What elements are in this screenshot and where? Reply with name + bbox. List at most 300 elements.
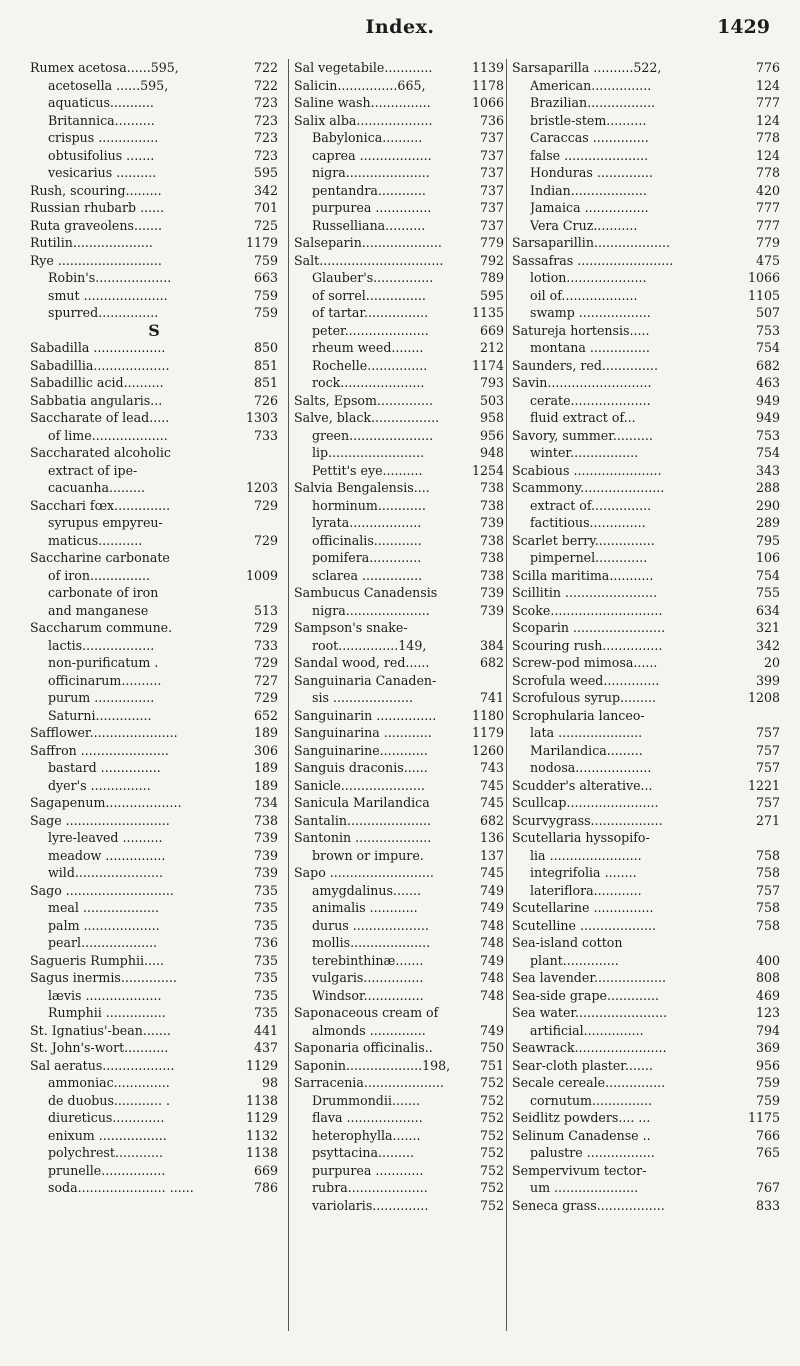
entry-page-ref: 735 bbox=[253, 917, 278, 933]
entry-page-ref bbox=[777, 1162, 780, 1180]
index-entry bbox=[294, 654, 504, 672]
entry-term: polychrest............ bbox=[48, 1145, 163, 1160]
entry-term: Sampson's snake- bbox=[294, 620, 408, 635]
entry-term: brown or impure. bbox=[312, 847, 424, 863]
entry-term: of sorrel............... bbox=[312, 287, 426, 303]
entry-term: peter..................... bbox=[312, 322, 429, 338]
entry-term: Saturni.............. bbox=[48, 707, 152, 723]
entry-term: horminum............ bbox=[312, 497, 426, 513]
entry-term: Seneca grass................. bbox=[512, 1197, 665, 1213]
entry-page-ref bbox=[275, 584, 278, 602]
index-entry bbox=[512, 742, 780, 760]
entry-term: Sea water....................... bbox=[512, 1005, 668, 1020]
index-entry bbox=[30, 969, 278, 987]
section-letter bbox=[30, 322, 278, 340]
entry-page-ref: 1138 bbox=[245, 1092, 278, 1108]
index-entry bbox=[30, 952, 278, 970]
index-entry bbox=[294, 724, 504, 742]
index-entry bbox=[294, 59, 504, 77]
entry-term: extract of ipe- bbox=[48, 462, 138, 478]
entry-term: Robin's................... bbox=[48, 270, 172, 285]
index-entry bbox=[512, 759, 780, 777]
index-entry bbox=[512, 1197, 780, 1215]
entry-term: St. John's-wort........... bbox=[30, 1040, 169, 1055]
entry-term: rock..................... bbox=[312, 375, 425, 390]
index-entry bbox=[294, 304, 504, 322]
index-entry bbox=[30, 479, 278, 497]
entry-page-ref: 1254 bbox=[471, 462, 504, 478]
entry-page-ref: 123 bbox=[755, 1005, 780, 1020]
index-entry bbox=[294, 864, 504, 882]
entry-page-ref bbox=[275, 462, 278, 480]
entry-term: Salt............................... bbox=[294, 252, 444, 268]
entry-term: spurred............... bbox=[48, 305, 159, 320]
index-entry bbox=[30, 794, 278, 812]
entry-term: Selinum Canadense .. bbox=[512, 1127, 651, 1143]
index-entry bbox=[294, 812, 504, 830]
entry-page-ref: 750 bbox=[479, 1040, 504, 1055]
index-entry bbox=[30, 1162, 278, 1180]
index-entry bbox=[512, 987, 780, 1005]
entry-page-ref: 752 bbox=[479, 1075, 504, 1090]
entry-page-ref: 437 bbox=[253, 1040, 278, 1055]
entry-page-ref: 723 bbox=[253, 130, 278, 145]
entry-term: aquaticus........... bbox=[48, 95, 154, 110]
entry-page-ref: 743 bbox=[479, 760, 504, 775]
entry-page-ref: 758 bbox=[755, 865, 780, 880]
entry-term: Scrofula weed.............. bbox=[512, 672, 660, 688]
index-entry bbox=[512, 689, 780, 707]
index-entry bbox=[30, 199, 278, 217]
entry-page-ref: 1179 bbox=[245, 235, 278, 250]
index-entry bbox=[294, 759, 504, 777]
entry-term: Sabadillia................... bbox=[30, 357, 170, 373]
index-entry bbox=[30, 304, 278, 322]
entry-page-ref: 794 bbox=[755, 1022, 780, 1038]
index-entry bbox=[512, 357, 780, 375]
index-entry bbox=[512, 882, 780, 900]
entry-page-ref: 384 bbox=[479, 637, 504, 653]
entry-page-ref: 189 bbox=[253, 760, 278, 775]
entry-page-ref: 757 bbox=[755, 760, 780, 775]
entry-term: vulgaris............... bbox=[312, 970, 424, 985]
entry-page-ref: 851 bbox=[253, 375, 278, 390]
entry-page-ref: 749 bbox=[479, 1022, 504, 1038]
entry-page-ref: 751 bbox=[479, 1057, 504, 1073]
entry-page-ref: 306 bbox=[253, 742, 278, 758]
index-entry bbox=[294, 182, 504, 200]
entry-term: Sagus inermis.............. bbox=[30, 970, 177, 985]
entry-page-ref: 735 bbox=[253, 987, 278, 1003]
entry-term: Saccharine carbonate bbox=[30, 550, 170, 565]
index-entry bbox=[30, 392, 278, 410]
entry-page-ref: 767 bbox=[755, 1180, 780, 1195]
index-entry bbox=[512, 864, 780, 882]
entry-page-ref: 754 bbox=[755, 340, 780, 355]
entry-term: syrupus empyreu- bbox=[48, 515, 163, 530]
index-entry bbox=[512, 252, 780, 270]
entry-term: oil of................... bbox=[530, 287, 638, 303]
entry-term: Seidlitz powders.... ... bbox=[512, 1110, 651, 1125]
entry-page-ref: 399 bbox=[755, 672, 780, 688]
entry-term: caprea .................. bbox=[312, 147, 432, 163]
entry-page-ref bbox=[777, 829, 780, 847]
entry-page-ref: 777 bbox=[755, 95, 780, 110]
entry-page-ref: 757 bbox=[755, 742, 780, 758]
entry-term: Jamaica ................ bbox=[530, 200, 649, 215]
index-entry bbox=[294, 969, 504, 987]
index-entry bbox=[30, 987, 278, 1005]
index-entry bbox=[294, 164, 504, 182]
entry-page-ref: 271 bbox=[755, 812, 780, 828]
entry-term: Sanicula Marilandica bbox=[294, 795, 430, 810]
index-column-3 bbox=[506, 59, 780, 1331]
entry-page-ref: 513 bbox=[253, 602, 278, 618]
entry-term: pomifera............. bbox=[312, 550, 422, 565]
entry-page-ref: 757 bbox=[755, 725, 780, 740]
entry-term: lotion.................... bbox=[530, 270, 647, 285]
entry-term: prunelle................ bbox=[48, 1162, 166, 1178]
entry-term: lateriflora............ bbox=[530, 882, 642, 898]
entry-term: psyttacina......... bbox=[312, 1145, 414, 1160]
index-entry bbox=[512, 304, 780, 322]
entry-page-ref: 189 bbox=[253, 777, 278, 793]
entry-page-ref: 723 bbox=[253, 147, 278, 163]
entry-term: Sanguinarin ............... bbox=[294, 707, 437, 723]
entry-page-ref: 741 bbox=[479, 690, 504, 705]
entry-term: lyre-leaved .......... bbox=[48, 830, 163, 845]
index-entry bbox=[30, 654, 278, 672]
index-entry bbox=[294, 497, 504, 515]
entry-term: ammoniac.............. bbox=[48, 1075, 170, 1090]
entry-term: wild...................... bbox=[48, 865, 163, 880]
entry-page-ref: 793 bbox=[479, 375, 504, 390]
entry-term: Santonin ................... bbox=[294, 830, 432, 845]
index-entry bbox=[512, 164, 780, 182]
entry-term: terebinthinæ....... bbox=[312, 952, 424, 968]
entry-page-ref: 701 bbox=[253, 200, 278, 215]
index-entry bbox=[294, 427, 504, 445]
index-entry bbox=[512, 1144, 780, 1162]
index-entry bbox=[512, 199, 780, 217]
entry-page-ref: 1139 bbox=[471, 60, 504, 75]
entry-page-ref: 288 bbox=[755, 480, 780, 495]
index-entry bbox=[294, 1109, 504, 1127]
entry-page-ref: 634 bbox=[755, 602, 780, 618]
entry-page-ref: 1009 bbox=[245, 567, 278, 583]
entry-term: Indian................... bbox=[530, 182, 647, 198]
entry-page-ref: 189 bbox=[253, 725, 278, 740]
entry-term: meadow ............... bbox=[48, 847, 166, 863]
entry-page-ref: 949 bbox=[755, 410, 780, 425]
entry-term: nodosa................... bbox=[530, 760, 652, 775]
index-entry bbox=[30, 847, 278, 865]
index-entry bbox=[294, 77, 504, 95]
entry-term: Scillitin ....................... bbox=[512, 585, 658, 600]
entry-page-ref: 739 bbox=[253, 847, 278, 863]
index-entry bbox=[512, 637, 780, 655]
index-entry bbox=[512, 339, 780, 357]
entry-term: Rye .......................... bbox=[30, 252, 162, 268]
entry-page-ref: 342 bbox=[253, 182, 278, 198]
index-entry bbox=[294, 549, 504, 567]
index-entry bbox=[294, 602, 504, 620]
entry-term: Sapo .......................... bbox=[294, 865, 434, 880]
entry-page-ref: 290 bbox=[755, 497, 780, 513]
entry-term: swamp .................. bbox=[530, 305, 651, 320]
entry-term: purpurea .............. bbox=[312, 200, 432, 215]
entry-page-ref: 20 bbox=[763, 655, 780, 670]
entry-page-ref: 420 bbox=[755, 182, 780, 198]
index-entry bbox=[30, 1022, 278, 1040]
entry-page-ref: 369 bbox=[755, 1040, 780, 1055]
entry-term: sis .................... bbox=[312, 690, 414, 705]
entry-page-ref: 682 bbox=[755, 357, 780, 373]
entry-term: factitious.............. bbox=[530, 515, 646, 530]
entry-page-ref: 729 bbox=[253, 690, 278, 705]
index-entry bbox=[294, 777, 504, 795]
entry-page-ref: 789 bbox=[479, 270, 504, 285]
entry-term: Russelliana.......... bbox=[312, 217, 426, 233]
index-entry bbox=[294, 1074, 504, 1092]
entry-term: false ..................... bbox=[530, 147, 649, 163]
entry-term: Satureja hortensis..... bbox=[512, 322, 650, 338]
index-entry bbox=[294, 287, 504, 305]
entry-term: durus ................... bbox=[312, 917, 429, 933]
index-entry bbox=[30, 269, 278, 287]
entry-page-ref: 759 bbox=[755, 1092, 780, 1108]
index-entry bbox=[294, 444, 504, 462]
entry-page-ref: 745 bbox=[479, 795, 504, 810]
index-entry bbox=[294, 112, 504, 130]
entry-page-ref: 749 bbox=[479, 952, 504, 968]
entry-term: montana ............... bbox=[530, 340, 650, 355]
entry-page-ref: 321 bbox=[755, 620, 780, 635]
index-entry bbox=[294, 987, 504, 1005]
index-entry bbox=[294, 1162, 504, 1180]
entry-page-ref: 851 bbox=[253, 357, 278, 373]
entry-page-ref: 136 bbox=[479, 830, 504, 845]
index-entry bbox=[294, 1004, 504, 1022]
entry-page-ref bbox=[275, 444, 278, 462]
entry-page-ref: 503 bbox=[479, 392, 504, 408]
entry-term: Sage .......................... bbox=[30, 812, 170, 828]
entry-term: variolaris.............. bbox=[312, 1197, 429, 1213]
entry-term: Scoparin ....................... bbox=[512, 620, 666, 635]
index-entry bbox=[294, 1127, 504, 1145]
entry-page-ref: 124 bbox=[755, 147, 780, 163]
entry-term: Vera Cruz........... bbox=[530, 217, 638, 233]
entry-term: Salts, Epsom.............. bbox=[294, 392, 433, 408]
entry-term: Scilla maritima........... bbox=[512, 567, 654, 583]
entry-page-ref: 124 bbox=[755, 77, 780, 93]
index-entry bbox=[294, 129, 504, 147]
entry-term: Drummondii....... bbox=[312, 1092, 420, 1108]
entry-page-ref: 956 bbox=[479, 427, 504, 443]
entry-page-ref: 755 bbox=[755, 585, 780, 600]
entry-page-ref: 1138 bbox=[245, 1145, 278, 1160]
entry-page-ref: 733 bbox=[253, 637, 278, 653]
entry-page-ref: 738 bbox=[479, 567, 504, 583]
index-entry bbox=[30, 689, 278, 707]
entry-page-ref: 1132 bbox=[245, 1127, 278, 1143]
entry-page-ref: 736 bbox=[253, 935, 278, 950]
entry-page-ref: 736 bbox=[479, 112, 504, 128]
index-entry bbox=[512, 777, 780, 795]
entry-term: fluid extract of... bbox=[530, 410, 636, 425]
index-entry bbox=[30, 759, 278, 777]
entry-page-ref: 1179 bbox=[471, 725, 504, 740]
entry-term: vesicarius .......... bbox=[48, 165, 157, 180]
page-number: 1429 bbox=[717, 16, 770, 38]
entry-term: smut ..................... bbox=[48, 287, 168, 303]
index-entry bbox=[512, 1004, 780, 1022]
index-entry bbox=[294, 199, 504, 217]
entry-term: artificial............... bbox=[530, 1022, 644, 1038]
entry-term: Sanguis draconis...... bbox=[294, 760, 428, 775]
entry-page-ref: 441 bbox=[253, 1022, 278, 1038]
entry-page-ref: 723 bbox=[253, 95, 278, 110]
page-header bbox=[0, 16, 800, 40]
entry-page-ref: 722 bbox=[253, 77, 278, 93]
index-entry bbox=[294, 322, 504, 340]
index-entry bbox=[30, 1057, 278, 1075]
entry-term: Sabadillic acid.......... bbox=[30, 375, 164, 390]
entry-page-ref: 733 bbox=[253, 427, 278, 443]
entry-page-ref: 738 bbox=[479, 550, 504, 565]
index-entry bbox=[294, 1039, 504, 1057]
entry-page-ref: 748 bbox=[479, 935, 504, 950]
entry-term: Saponaceous cream of bbox=[294, 1005, 439, 1020]
index-entry bbox=[30, 217, 278, 235]
entry-page-ref bbox=[777, 934, 780, 952]
entry-page-ref: 727 bbox=[253, 672, 278, 688]
entry-page-ref: 400 bbox=[755, 952, 780, 968]
index-entry bbox=[294, 567, 504, 585]
entry-term: sclarea ............... bbox=[312, 567, 423, 583]
entry-term: Saccharate of lead..... bbox=[30, 410, 170, 425]
index-entry bbox=[294, 147, 504, 165]
index-entry bbox=[294, 339, 504, 357]
entry-term: root...............149, bbox=[312, 637, 427, 653]
entry-term: Honduras .............. bbox=[530, 165, 653, 180]
index-entry bbox=[294, 917, 504, 935]
index-entry bbox=[30, 549, 278, 567]
index-entry bbox=[294, 899, 504, 917]
index-entry bbox=[294, 1092, 504, 1110]
entry-page-ref: 735 bbox=[253, 900, 278, 915]
entry-term: cornutum............... bbox=[530, 1092, 653, 1108]
index-entry bbox=[512, 94, 780, 112]
entry-page-ref: 759 bbox=[253, 287, 278, 303]
index-entry bbox=[30, 934, 278, 952]
entry-term: almonds .............. bbox=[312, 1022, 426, 1038]
entry-term: pimpernel............. bbox=[530, 550, 648, 565]
entry-term: Brazilian................. bbox=[530, 95, 656, 110]
index-entry bbox=[30, 1179, 278, 1197]
index-entry bbox=[294, 217, 504, 235]
entry-page-ref: 475 bbox=[755, 252, 780, 268]
entry-term: Babylonica.......... bbox=[312, 130, 423, 145]
index-entry bbox=[30, 514, 278, 532]
entry-page-ref: 738 bbox=[479, 497, 504, 513]
index-entry bbox=[294, 1144, 504, 1162]
entry-term: Sanguinarina ............ bbox=[294, 725, 432, 740]
entry-term: animalis ............ bbox=[312, 900, 418, 915]
index-entry bbox=[512, 917, 780, 935]
entry-term: nigra..................... bbox=[312, 165, 430, 180]
entry-page-ref: 737 bbox=[479, 130, 504, 145]
entry-term: Marilandica......... bbox=[530, 742, 643, 758]
index-entry bbox=[294, 934, 504, 952]
index-entry bbox=[294, 269, 504, 287]
index-entry bbox=[294, 1057, 504, 1075]
entry-term: Rumex acetosa......595, bbox=[30, 60, 179, 75]
index-entry bbox=[512, 147, 780, 165]
entry-page-ref: 753 bbox=[755, 322, 780, 338]
entry-page-ref: 949 bbox=[755, 392, 780, 408]
entry-term: Salve, black................. bbox=[294, 410, 440, 425]
entry-page-ref: 106 bbox=[755, 550, 780, 565]
entry-term: lip........................ bbox=[312, 445, 425, 460]
entry-term: Salicin...............665, bbox=[294, 77, 426, 93]
entry-term: of tartar................ bbox=[312, 305, 429, 320]
entry-page-ref: 745 bbox=[479, 777, 504, 793]
entry-page-ref: 735 bbox=[253, 952, 278, 968]
entry-page-ref: 753 bbox=[755, 427, 780, 443]
entry-page-ref: 722 bbox=[253, 60, 278, 75]
index-entry bbox=[512, 479, 780, 497]
entry-page-ref: 757 bbox=[755, 882, 780, 898]
index-entry bbox=[30, 129, 278, 147]
entry-page-ref: 792 bbox=[479, 252, 504, 268]
entry-page-ref: 595 bbox=[479, 287, 504, 303]
entry-page-ref: 1303 bbox=[245, 410, 278, 425]
index-entry bbox=[512, 269, 780, 287]
index-entry bbox=[512, 234, 780, 252]
entry-term: Britannica.......... bbox=[48, 112, 155, 128]
index-entry bbox=[512, 217, 780, 235]
index-entry bbox=[30, 357, 278, 375]
entry-page-ref: 669 bbox=[479, 322, 504, 338]
entry-page-ref: 738 bbox=[479, 480, 504, 495]
index-entry bbox=[512, 392, 780, 410]
entry-page-ref: 752 bbox=[479, 1110, 504, 1125]
entry-term: mollis.................... bbox=[312, 935, 431, 950]
index-entry bbox=[30, 234, 278, 252]
entry-term: officinalis............ bbox=[312, 532, 422, 548]
index-entry bbox=[30, 829, 278, 847]
entry-page-ref: 779 bbox=[755, 235, 780, 250]
index-entry bbox=[512, 952, 780, 970]
entry-term: Scutelline ................... bbox=[512, 917, 657, 933]
index-entry bbox=[512, 77, 780, 95]
index-entry bbox=[294, 234, 504, 252]
entry-term: purpurea ............ bbox=[312, 1162, 424, 1178]
index-entry bbox=[294, 882, 504, 900]
entry-page-ref: 758 bbox=[755, 917, 780, 933]
entry-page-ref: 729 bbox=[253, 655, 278, 670]
index-entry bbox=[512, 59, 780, 77]
entry-term: Saffron ...................... bbox=[30, 742, 169, 758]
entry-page-ref: 738 bbox=[253, 812, 278, 828]
index-entry bbox=[30, 707, 278, 725]
index-entry bbox=[30, 77, 278, 95]
entry-term: cacuanha......... bbox=[48, 480, 145, 495]
entry-term: purum ............... bbox=[48, 690, 155, 705]
entry-page-ref: 745 bbox=[479, 865, 504, 880]
section-letter-text: S bbox=[148, 321, 160, 339]
